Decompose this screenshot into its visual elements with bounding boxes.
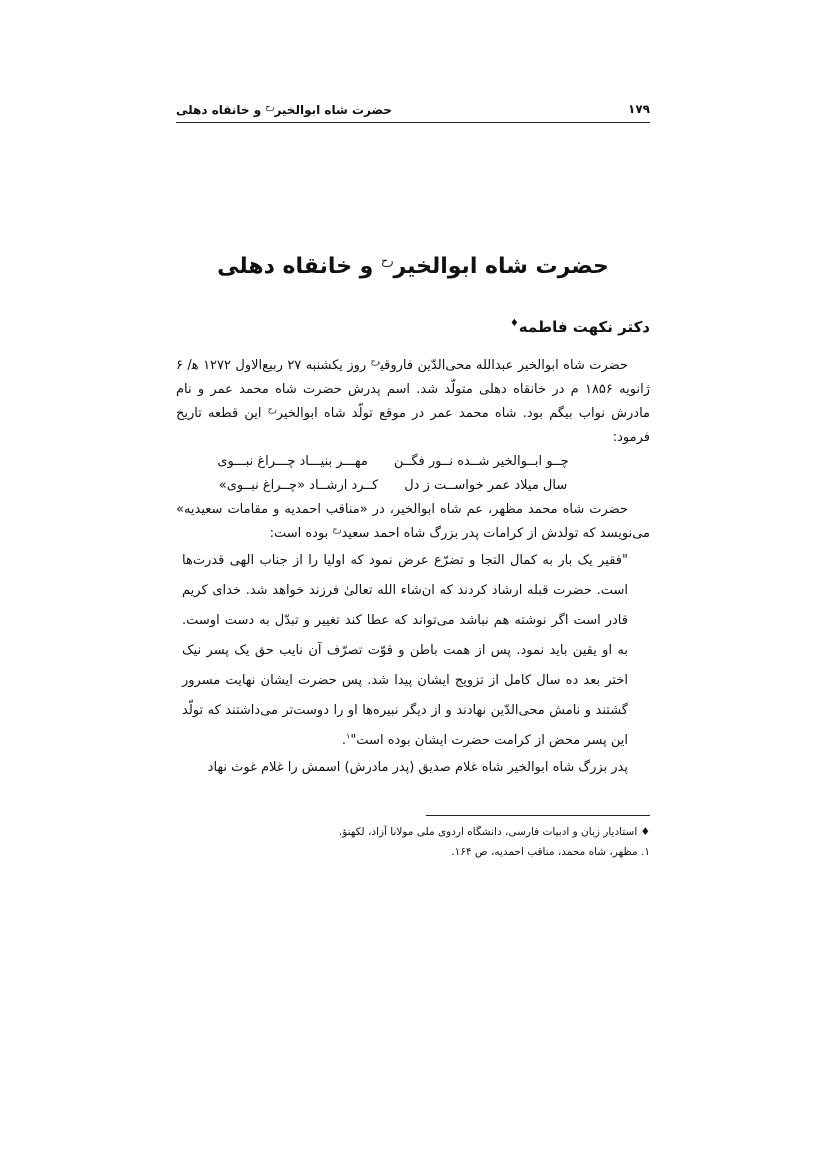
footnote-author-affiliation: ♦ استادیار زبان و ادبیات فارسی، دانشگاه اردوی ملی مولانا آزاد، لکهنؤ. xyxy=(338,826,650,838)
verse-line-1 xyxy=(176,450,650,474)
honorific-mark: رح xyxy=(265,102,275,111)
paragraph-2 xyxy=(176,498,650,546)
quote-text-a: "فقیر یک بار به کمال التجا و تضرّع عرض نمود که اولیا را از جناب الهی قدرت‌ها است. حضرت قبله ارشاد کردند که ان‌شاء الله تعالی xyxy=(182,553,628,598)
quote-end-punctuation: . xyxy=(341,733,347,748)
running-title xyxy=(176,102,392,117)
footnotes xyxy=(176,822,650,862)
paragraph-1-text-b: روز یکشنبه ۲۷ ربیع‌الاول ۱۲۷۲ ه‍/ ۶ ژانویه ۱۸۵۶ م در خانقاه دهلی متولّد شد. اسم پدرش حضرت شاه محمد عمر و نام مادرش نواب بیگم بود. شاه محمد عمر در موقع تولّد شاه ابوالخیر xyxy=(176,358,650,421)
page-number: ۱۷۹ xyxy=(628,102,650,116)
title-honorific-mark: رح xyxy=(381,254,394,268)
footnote-1: ۱. مظهر، شاه محمد، مناقب احمدیه، ص ۱۶۴. xyxy=(451,846,650,858)
honorific-mark: رح xyxy=(332,524,342,534)
verse-1-hemistich-right: چــو ابــوالخیر شــده نــور فگــن xyxy=(393,454,569,469)
honorific-mark: رح xyxy=(267,404,277,414)
paragraph-2-text-a: حضرت شاه محمد مظهر، عم شاه ابوالخیر، در «مناقب احمدیه و مقامات سعیدیه» می‌نویسد که تولدش از کرامات پدر بزرگ شاه احمد سعید xyxy=(176,502,650,541)
author-footnote-mark: ♦ xyxy=(509,318,519,329)
verse-2-hemistich-right: سال میلاد عمر خواســت ز دل xyxy=(404,478,568,493)
paragraph-1 xyxy=(176,354,650,450)
paragraph-1-text-a: حضرت شاه ابوالخیر عبدالله محی‌الدّین فاروقی xyxy=(380,358,628,373)
title-main: حضرت شاه ابوالخیر xyxy=(393,254,609,279)
footnote-rule xyxy=(426,815,650,816)
paragraph-2-text-b: بوده است: xyxy=(269,526,333,541)
block-quote xyxy=(176,546,650,756)
verse-line-2 xyxy=(176,474,650,498)
footnote-reference: ۱ xyxy=(346,731,351,741)
running-title-rest: و خانقاه دهلی xyxy=(176,103,266,117)
author-name: دکتر نکهت فاطمه xyxy=(518,318,650,336)
verse-2-hemistich-left: کــرد ارشــاد «چــراغ نبــوی» xyxy=(218,478,379,493)
running-title-text: حضرت شاه ابوالخیر xyxy=(274,103,392,117)
running-header xyxy=(176,98,650,120)
header-rule xyxy=(176,122,650,123)
quote-text-b: فرزند خواهد شد. خدای کریم قادر است اگر نوشته هم نباشد می‌تواند که عطا کند تغییر و تبدّل به دست اوست. به او یقین باید نمود. پس از همت باطن و قوّت تصرّف آن نایب حق یک پسر نیک اختر بعد ده سال کامل از تزویج ایشان پیدا شد. پس حضرت ایشان نهایت مسرور گشتند و نامش محی‌الدّین نهادند و از دیگر نبیره‌ها او را دوست‌تر می‌داشتند که تولّد این پسر محض از کرامت حضرت ایشان بوده است" xyxy=(182,583,628,748)
author-line xyxy=(510,318,650,336)
verse-1-hemistich-left: مهـــر بنیـــاد چـــراغ نبـــوی xyxy=(217,454,368,469)
article-body xyxy=(176,354,650,780)
title-rest: و خانقاه دهلی xyxy=(217,254,382,279)
paragraph-1-text-c: این قطعه تاریخ فرمود: xyxy=(176,406,650,445)
article-title xyxy=(176,254,650,279)
honorific-mark: رح xyxy=(370,356,381,366)
paragraph-3: پدر بزرگ شاه ابوالخیر شاه غلام صدیق (پدر مادرش) اسمش را غلام غوث نهاد xyxy=(207,760,628,775)
